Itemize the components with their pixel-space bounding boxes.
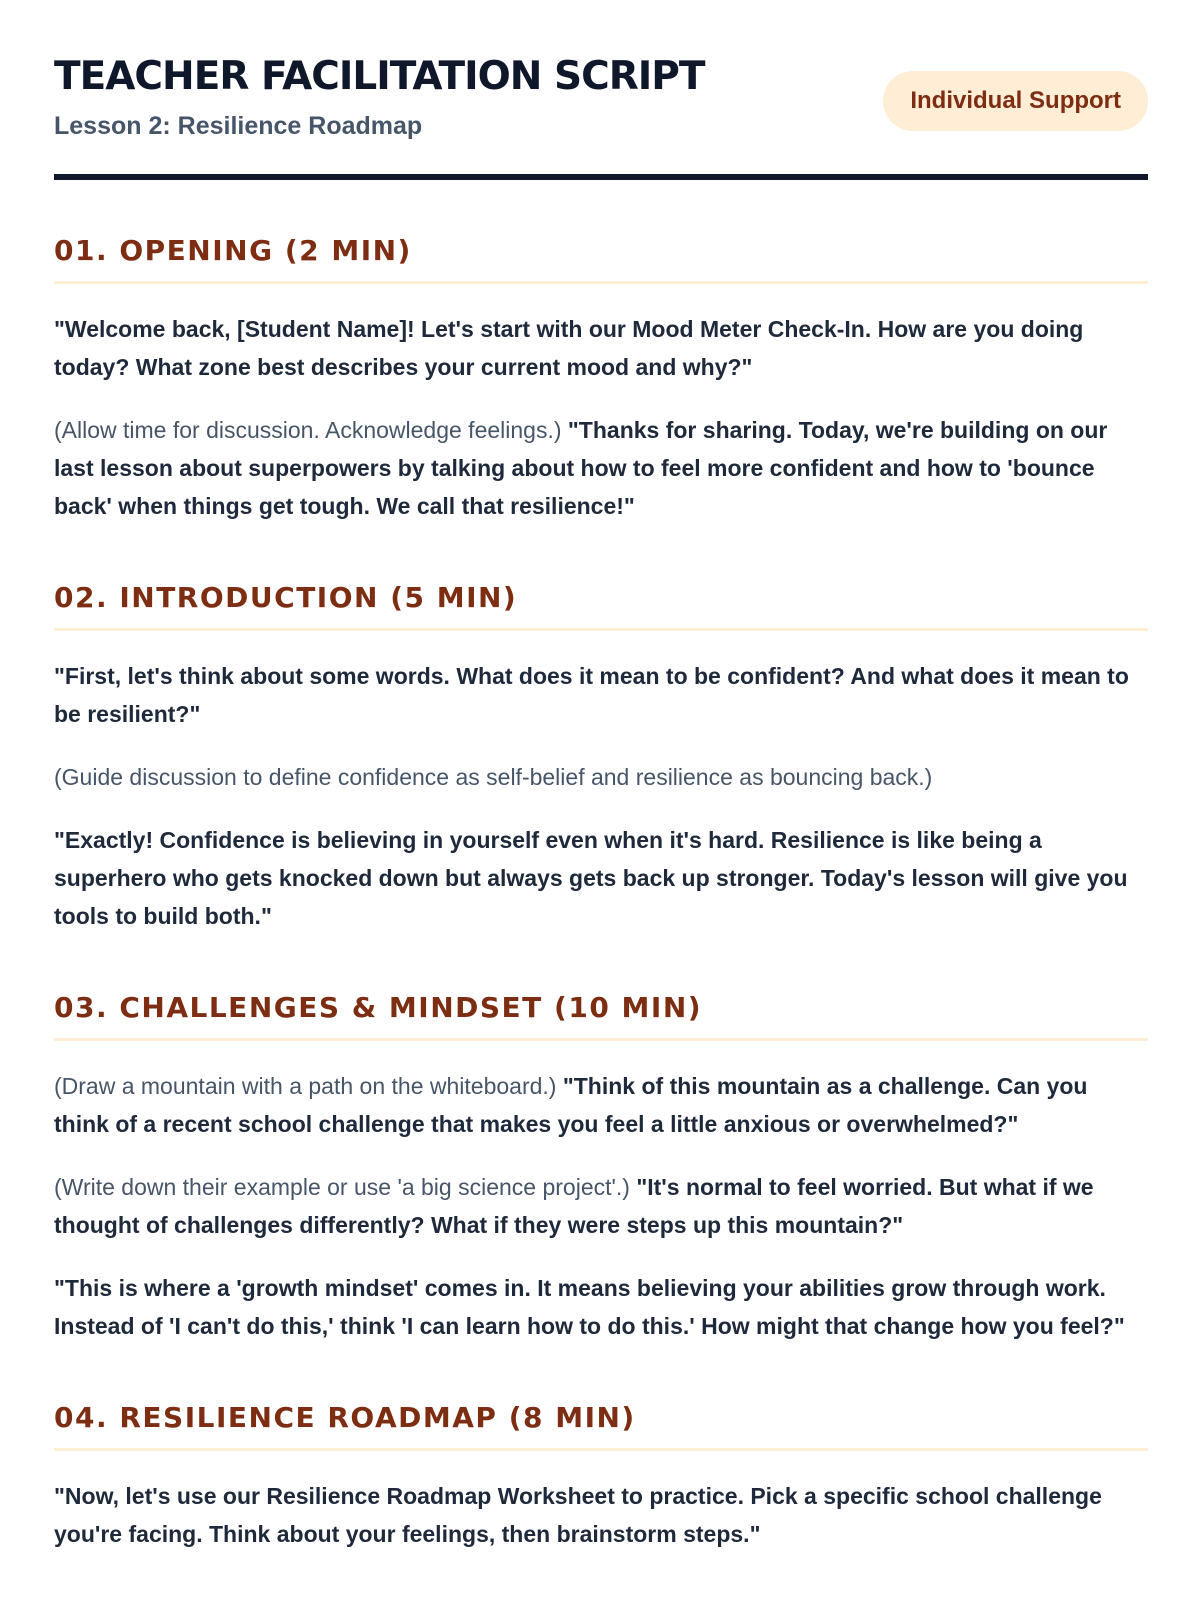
stage-direction: (Allow time for discussion. Acknowledge feelings.)	[54, 417, 562, 443]
script-paragraph	[54, 411, 1148, 525]
script-paragraph	[54, 1067, 1148, 1143]
script-paragraph	[54, 758, 1148, 796]
script-paragraph	[54, 821, 1148, 935]
script-paragraph	[54, 1168, 1148, 1244]
section-resilience-roadmap	[54, 1401, 1148, 1553]
section-title: 01. OPENING (2 MIN)	[54, 234, 1148, 284]
section-opening	[54, 234, 1148, 525]
script-page	[54, 0, 1148, 1553]
spoken-line: "Think of this mountain as a challenge. Can you think of a recent school challenge that makes you feel a little anxious or overwhelmed?"	[54, 1073, 1088, 1137]
spoken-line: "First, let's think about some words. What does it mean to be confident? And what does it mean to be resilient?"	[54, 663, 1129, 727]
support-badge: Individual Support	[883, 71, 1148, 131]
section-title: 03. CHALLENGES & MINDSET (10 MIN)	[54, 991, 1148, 1041]
spoken-line: "It's normal to feel worried. But what if we thought of challenges differently? What if they were steps up this mountain?"	[54, 1174, 1094, 1238]
section-title: 04. RESILIENCE ROADMAP (8 MIN)	[54, 1401, 1148, 1451]
spoken-line: "This is where a 'growth mindset' comes in. It means believing your abilities grow through work. Instead of 'I can't do this,' think 'I can learn how to do this.' How might that change how you feel?"	[54, 1275, 1125, 1339]
spoken-line: "Now, let's use our Resilience Roadmap Worksheet to practice. Pick a specific school challenge you're facing. Think about your feelings, then brainstorm steps."	[54, 1483, 1102, 1547]
script-paragraph	[54, 310, 1148, 386]
script-paragraph	[54, 657, 1148, 733]
stage-direction: (Draw a mountain with a path on the whiteboard.)	[54, 1073, 557, 1099]
stage-direction: (Write down their example or use 'a big science project'.)	[54, 1174, 630, 1200]
spoken-line: "Exactly! Confidence is believing in yourself even when it's hard. Resilience is like being a superhero who gets knocked down but always gets back up stronger. Today's lesson will give you tools to build both."	[54, 827, 1128, 929]
lesson-subtitle: Lesson 2: Resilience Roadmap	[54, 112, 423, 140]
section-introduction	[54, 581, 1148, 935]
spoken-line: "Welcome back, [Student Name]! Let's start with our Mood Meter Check-In. How are you doing today? What zone best describes your current mood and why?"	[54, 316, 1084, 380]
section-title: 02. INTRODUCTION (5 MIN)	[54, 581, 1148, 631]
header-divider	[54, 174, 1148, 180]
stage-direction: (Guide discussion to define confidence as self-belief and resilience as bouncing back.)	[54, 764, 933, 790]
page-title: TEACHER FACILITATION SCRIPT	[54, 54, 705, 99]
script-paragraph	[54, 1269, 1148, 1345]
spoken-line: "Thanks for sharing. Today, we're building on our last lesson about superpowers by talking about how to feel more confident and how to 'bounce back' when things get tough. We call that resilience!"	[54, 417, 1108, 519]
section-challenges-mindset	[54, 991, 1148, 1345]
script-paragraph	[54, 1477, 1148, 1553]
page-header	[54, 0, 1148, 178]
